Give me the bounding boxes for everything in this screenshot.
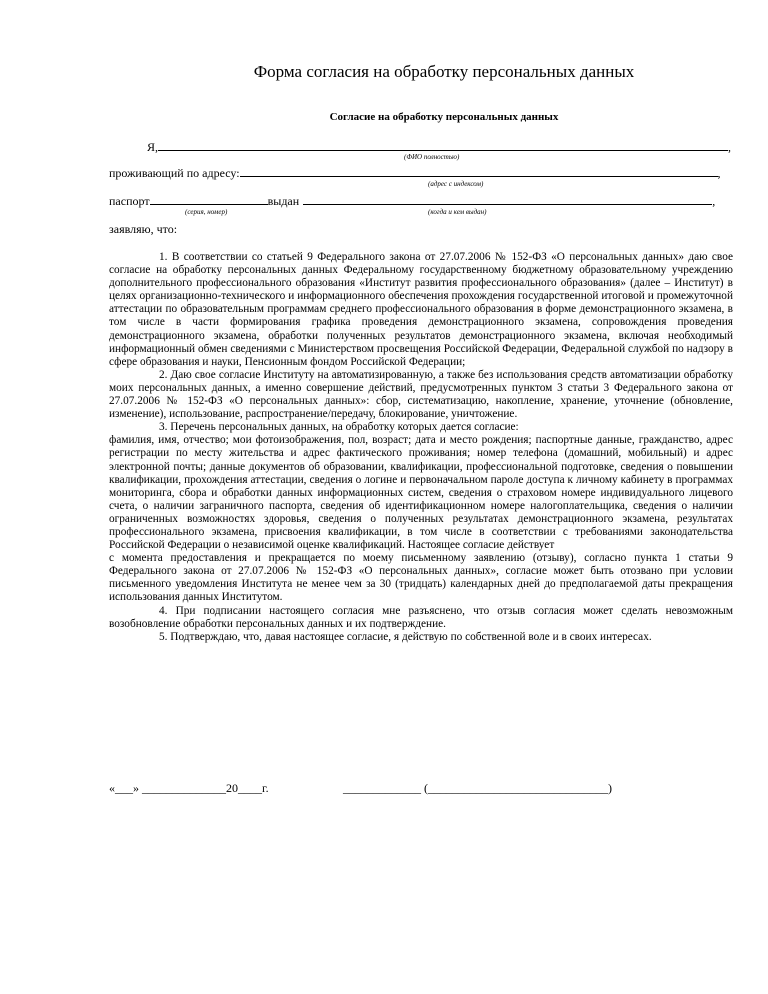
issued-label: выдан xyxy=(267,194,300,208)
paragraph-1: 1. В соответствии со статьей 9 Федерального закона от 27.07.2006 № 152-ФЗ «О персональных данных» даю свое согласие на обработку персональных данных Федеральному государственному бюджетному образовательному учреждению дополнительного профессионального образования «Институт развития профессионального образования» (далее – Институт) в целях организационно-технического и информационного обеспечения прохождения государственной итоговой и промежуточной аттестации по образовательным программам среднего профессионального образования в форме демонстрационного экзамена, в том числе в части формирования графика проведения демонстрационного экзамена, сопровождения проведения демонстрационного экзамена, обработки полученных результатов демонстрационного экзамена, включая необходимый информационный обмен сведениями с Министерством просвещения Российской Федерации, Федеральной службой по надзору в сфере образования и науки, Пенсионным фондом Российской Федерации; xyxy=(109,251,733,368)
address-label: проживающий по адресу: xyxy=(109,166,240,180)
issued-field[interactable] xyxy=(303,195,712,205)
paragraph-2: 2. Даю свое согласие Институту на автоматизированную, а также без использования средств автоматизации обработку моих персональных данных, а именно совершение действий, предусмотренных пунктом 3 статьи 3 Федерального закона от 27.07.2006 № 152-ФЗ «О персональных данных»: сбор, систематизацию, накопление, хранение, уточнение (обновление, изменение), использование, распространение/передачу, блокирование, уничтожение. xyxy=(109,368,733,421)
name-field[interactable] xyxy=(158,141,728,151)
passport-hint: (серия, номер) xyxy=(185,208,228,216)
paragraph-3-validity: с момента предоставления и прекращается по моему письменному заявлению (отзыву), согласно пункта 1 статьи 9 Федерального закона от 27.07.2006 № 152-ФЗ «О персональных данных», согласие может быть отозвано при условии письменного уведомления Института не менее чем за 30 (тридцать) календарных дней до предполагаемой даты прекращения использования данных Институтом. xyxy=(109,552,733,604)
page-title: Форма согласия на обработку персональных данных xyxy=(253,62,635,81)
passport-label: паспорт xyxy=(109,194,150,208)
declare-text: заявляю, что: xyxy=(109,222,178,236)
address-comma: , xyxy=(717,166,721,180)
issued-hint: (когда и кем выдан) xyxy=(428,208,487,216)
date-field[interactable]: «___» ______________20____г. xyxy=(109,781,269,795)
address-line xyxy=(109,166,721,181)
paragraph-3-list: фамилия, имя, отчество; мои фотоизображения, пол, возраст; дата и место рождения; паспортные данные, гражданство, адрес регистрации по месту жительства и адрес фактического проживания; номер телефона (домашний, мобильный) и адрес электронной почты; данные документов об образовании, квалификации, профессиональной подготовке, сведения о повышении квалификации, прохождения аттестации, сведения о логине и первоначальном пароле доступа к личному кабинету в программах мониторинга, сбора и обработки данных информационных систем, сведения о страховом номере индивидуального лицевого счета, о наличии заграничного паспорта, сведения об идентификационном номере налогоплательщика, сведения о наличии ограниченных возможностях здоровья, сведения о полученных результатах демонстрационного экзамена, результатах профессионального экзамена, присвоения квалификации, в том числе в соответствии с требованиями законодательства Российской Федерации о независимой оценке квалификаций. Настоящее согласие действует xyxy=(109,434,733,552)
issued-comma: , xyxy=(712,194,716,208)
address-field[interactable] xyxy=(240,167,718,177)
name-hint: (ФИО полностью) xyxy=(404,153,460,161)
signature-field[interactable]: _____________ (______________________________) xyxy=(343,781,612,795)
paragraph-5: 5. Подтверждаю, что, давая настоящее согласие, я действую по собственной воле и в своих интересах. xyxy=(159,630,652,643)
document-subtitle: Согласие на обработку персональных данных xyxy=(329,111,559,123)
name-comma: , xyxy=(728,140,732,154)
name-prefix: Я, xyxy=(147,140,159,154)
address-hint: (адрес с индексом) xyxy=(428,180,484,188)
paragraph-4: 4. При подписании настоящего согласия мне разъяснено, что отзыв согласия может сделать невозможным возобновление обработки персональных данных и их подтверждение. xyxy=(109,604,733,630)
passport-field[interactable] xyxy=(150,195,268,205)
paragraph-3-heading: 3. Перечень персональных данных, на обработку которых дается согласие: xyxy=(159,421,519,434)
consent-body xyxy=(109,251,733,644)
passport-line xyxy=(109,194,715,209)
